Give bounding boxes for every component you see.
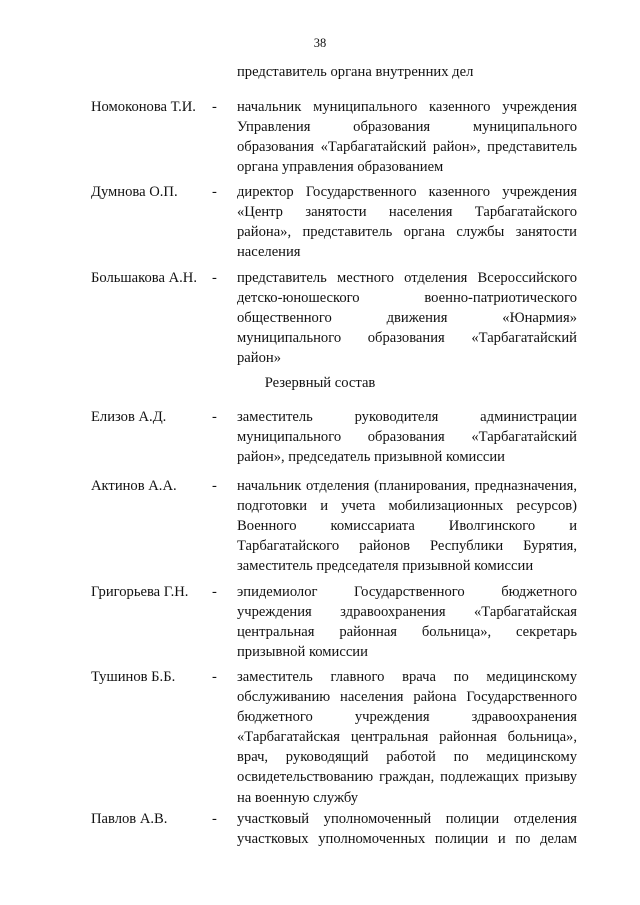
member-description [237,667,577,808]
description-line: Военного комиссариата Иволгинского и [237,518,577,535]
description-line: участковый уполномоченный полиции отделения [237,811,577,827]
description-line: бюджетного учреждения здравоохранения [237,709,577,726]
member-description [237,407,577,467]
description-line: начальник отделения (планирования, предназначения, [237,478,577,494]
member-name: Номоконова Т.И. [91,99,196,115]
section-heading: Резервный состав [264,375,376,391]
member-name: Григорьева Г.Н. [91,584,189,600]
description-line: общественного движения «Юнармия» [237,310,577,327]
member-description [237,97,577,177]
description-line: заместитель руководителя администрации [237,409,577,425]
member-dash: - [212,99,217,115]
description-line: на военную службу [237,789,359,806]
member-dash: - [212,409,217,425]
description-line: представитель местного отделения Всероссийского [237,270,577,286]
member-dash: - [212,811,217,827]
member-name: Актинов А.А. [91,478,177,494]
member-dash: - [212,478,217,494]
member-name: Павлов А.В. [91,811,168,827]
description-line: заместитель председателя призывной комиссии [237,558,534,575]
description-line: начальник муниципального казенного учреждения [237,99,577,115]
member-name: Большакова А.Н. [91,270,197,286]
member-description [237,182,577,262]
member-dash: - [212,270,217,286]
description-line: участковых уполномоченных полиции и по делам [237,831,577,848]
member-description [237,582,577,662]
description-line: заместитель главного врача по медицинскому [237,669,577,685]
description-line: врач, руководящий работой по медицинскому [237,749,577,766]
member-name: Думнова О.П. [91,184,178,200]
member-dash: - [212,669,217,685]
page-number: 38 [313,36,327,50]
description-line: район», председатель призывной комиссии [237,449,505,466]
description-line: район» [237,350,281,367]
member-dash: - [212,584,217,600]
description-line: «Центр занятости населения Тарбагатайского [237,204,577,221]
member-dash: - [212,184,217,200]
member-name: Тушинов Б.Б. [91,669,176,685]
description-line: образования «Тарбагатайский район», представитель [237,139,577,156]
description-line: эпидемиолог Государственного бюджетного [237,584,577,600]
description-line: призывной комиссии [237,644,368,661]
description-line: детско-юношеского военно-патриотического [237,290,577,307]
description-line: органа управления образованием [237,159,444,176]
description-line: подготовки и учета мобилизационных ресурсов) [237,498,577,515]
description-line: центральная районная больница», секретарь [237,624,577,641]
description-line: освидетельствованию граждан, подлежащих призыву [237,769,577,786]
member-description [237,809,577,849]
continuation-text: представитель органа внутренних дел [237,64,474,80]
description-line: Тарбагатайского районов Республики Бурятия, [237,538,577,555]
description-line: муниципального образования «Тарбагатайский [237,429,577,446]
member-name: Елизов А.Д. [91,409,167,425]
description-line: муниципального образования «Тарбагатайский [237,330,577,347]
description-line: обслуживанию населения района Государственного [237,689,577,706]
member-description [237,268,577,368]
member-description [237,476,577,576]
description-line: учреждения здравоохранения «Тарбагатайская [237,604,577,621]
description-line: Управления образования муниципального [237,119,577,136]
description-line: директор Государственного казенного учреждения [237,184,577,200]
description-line: района», представитель органа службы занятости [237,224,577,241]
description-line: населения [237,244,301,261]
description-line: «Тарбагатайская центральная районная больница», [237,729,577,746]
